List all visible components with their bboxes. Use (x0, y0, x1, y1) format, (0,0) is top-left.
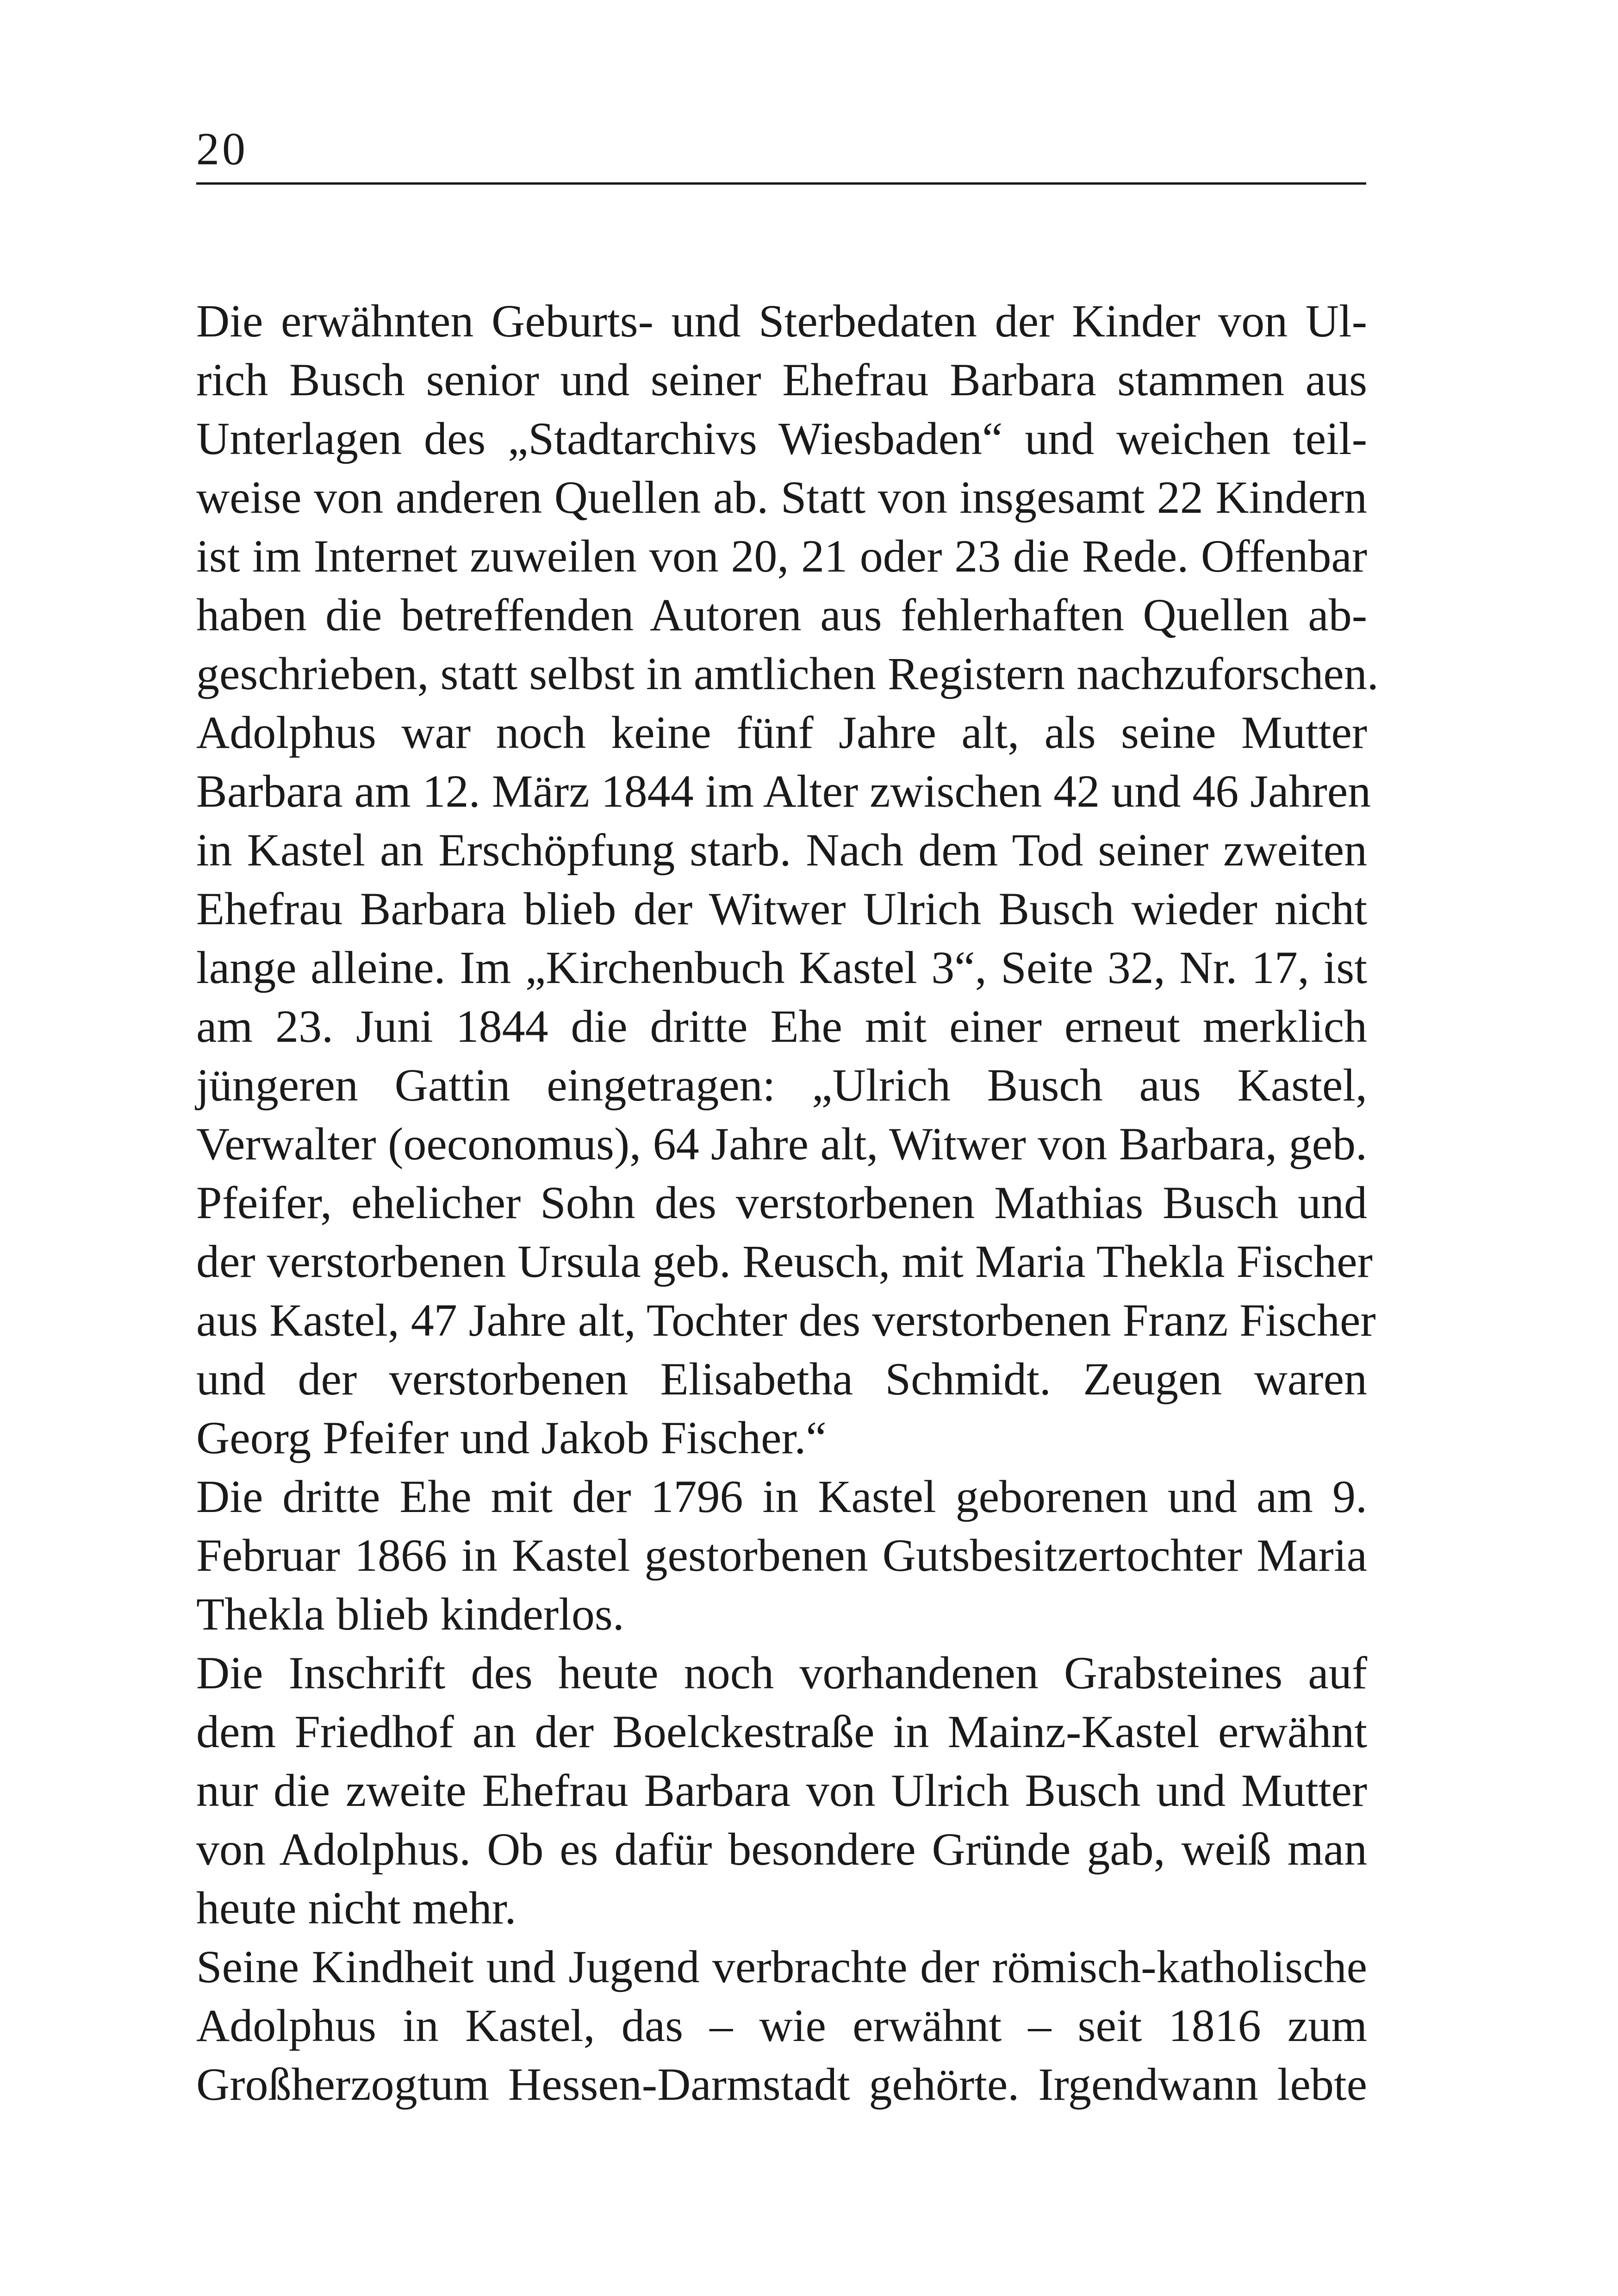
text-line: rich Busch senior und seiner Ehefrau Barbara stammen aus (196, 354, 1367, 405)
text-line: Pfeifer, ehelicher Sohn des verstorbenen Mathias Busch und (196, 1177, 1367, 1228)
text-line: aus Kastel, 47 Jahre alt, Tochter des verstorbenen Franz Fischer (196, 1294, 1376, 1346)
text-line: Thekla blieb kinderlos. (196, 1588, 624, 1640)
text-line: von Adolphus. Ob es dafür besondere Gründe gab, weiß man (196, 1823, 1367, 1875)
text-line: weise von anderen Quellen ab. Statt von insgesamt 22 Kindern (196, 472, 1367, 523)
text-line: ist im Internet zuweilen von 20, 21 oder 23 die Rede. Offenbar (196, 530, 1367, 582)
text-line: heute nicht mehr. (196, 1882, 517, 1934)
text-line: lange alleine. Im „Kirchenbuch Kastel 3“, Seite 32, Nr. 17, ist (196, 942, 1367, 993)
text-line: haben die betreffenden Autoren aus fehlerhaften Quellen ab- (196, 589, 1367, 641)
text-line: Ehefrau Barbara blieb der Witwer Ulrich Busch wieder nicht (196, 883, 1367, 934)
text-line: Februar 1866 in Kastel gestorbenen Gutsbesitzertochter Maria (196, 1530, 1367, 1581)
text-line: Barbara am 12. März 1844 im Alter zwischen 42 und 46 Jahren (196, 765, 1371, 817)
text-line: der verstorbenen Ursula geb. Reusch, mit Maria Thekla Fischer (196, 1236, 1373, 1287)
page-number: 20 (196, 123, 248, 174)
text-line: Die erwähnten Geburts- und Sterbedaten der Kinder von Ul- (196, 295, 1367, 347)
text-line: Verwalter (oeconomus), 64 Jahre alt, Witwer von Barbara, geb. (196, 1118, 1367, 1170)
text-line: Adolphus in Kastel, das – wie erwähnt – seit 1816 zum (196, 2000, 1367, 2051)
text-line: geschrieben, statt selbst in amtlichen Registern nachzuforschen. (196, 648, 1379, 699)
text-line: Adolphus war noch keine fünf Jahre alt, als seine Mutter (196, 707, 1367, 758)
text-line: Unterlagen des „Stadtarchivs Wiesbaden“ und weichen teil- (196, 413, 1367, 464)
header-rule (196, 182, 1366, 185)
text-line: jüngeren Gattin eingetragen: „Ulrich Busch aus Kastel, (196, 1059, 1367, 1111)
text-line: Die Inschrift des heute noch vorhandenen Grabsteines auf (196, 1647, 1367, 1699)
text-line: Georg Pfeifer und Jakob Fischer.“ (196, 1412, 827, 1463)
text-line: am 23. Juni 1844 die dritte Ehe mit einer erneut merklich (196, 1001, 1367, 1052)
text-line: nur die zweite Ehefrau Barbara von Ulrich Busch und Mutter (196, 1765, 1367, 1816)
text-line: Die dritte Ehe mit der 1796 in Kastel geborenen und am 9. (196, 1471, 1367, 1522)
text-line: Seine Kindheit und Jugend verbrachte der römisch-katholische (196, 1941, 1367, 1992)
text-line: in Kastel an Erschöpfung starb. Nach dem Tod seiner zweiten (196, 824, 1367, 876)
body-text (196, 292, 1379, 2114)
text-line: dem Friedhof an der Boelckestraße in Mainz-Kastel erwähnt (196, 1706, 1367, 1757)
text-line: Großherzogtum Hessen-Darmstadt gehörte. Irgendwann lebte (196, 2059, 1367, 2110)
text-line: und der verstorbenen Elisabetha Schmidt. Zeugen waren (196, 1353, 1367, 1405)
